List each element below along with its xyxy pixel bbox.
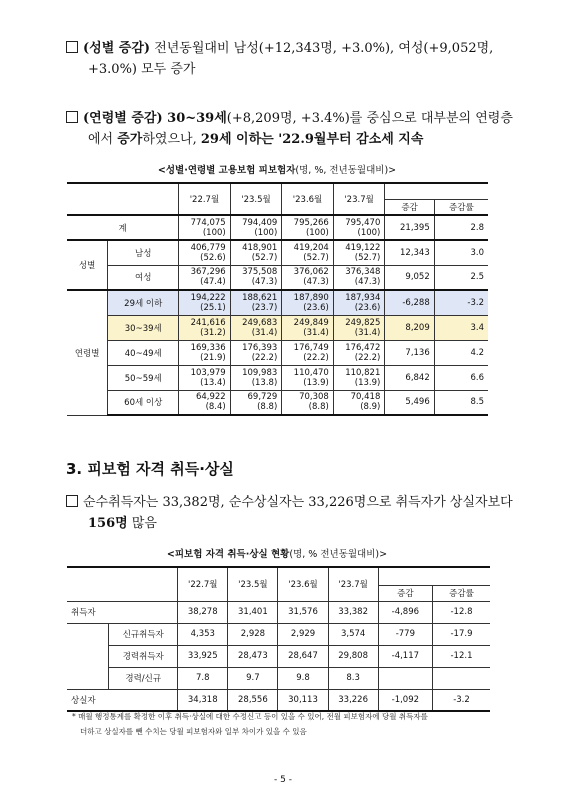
- change-cell: -4,896: [378, 601, 432, 623]
- table1-header-rate: 증감률: [434, 199, 488, 215]
- value-cell: 3,574: [328, 623, 378, 645]
- change-cell: -4,117: [378, 645, 432, 667]
- rate-cell: -12.8: [432, 601, 490, 623]
- value: 176,749: [293, 342, 329, 353]
- value-cell: [282, 240, 334, 265]
- value: 376,062: [293, 267, 329, 278]
- rate-cell: 2.5: [434, 265, 488, 290]
- change-cell: -1,092: [378, 689, 432, 711]
- age-text-1: (+8,209명, +3.4%)를 중심으로 대부분의 연령층: [226, 111, 513, 126]
- share: (22.2): [251, 352, 278, 363]
- value-cell: [179, 240, 231, 265]
- value-cell: [333, 240, 385, 265]
- change-cell: 9,052: [385, 265, 434, 290]
- value: 249,849: [293, 317, 329, 328]
- share: (47.3): [251, 277, 278, 288]
- value: 70,308: [299, 392, 329, 403]
- value-cell: 8.3: [328, 667, 378, 689]
- table-row: [67, 689, 490, 711]
- value-cell: [179, 365, 231, 390]
- change-cell: 12,343: [385, 240, 434, 265]
- share: (8.8): [257, 402, 278, 413]
- change-cell: 8,209: [385, 315, 434, 340]
- share: (52.7): [354, 252, 381, 263]
- change-cell: -779: [378, 623, 432, 645]
- row-label: 50~59세: [108, 365, 179, 390]
- row-group: 연령별: [67, 290, 108, 415]
- table-row: [67, 215, 488, 240]
- table1-corner: [67, 183, 179, 215]
- value: 794,409: [242, 217, 278, 228]
- table1-header: '23.5월: [230, 183, 282, 215]
- value-cell: 38,278: [178, 601, 228, 623]
- change-cell: 5,496: [385, 390, 434, 415]
- table1-caption-unit: (명, %, 전년동월대비)>: [295, 165, 397, 176]
- value: 64,922: [195, 392, 226, 403]
- share: (31.4): [303, 327, 329, 338]
- row-label: 경력취득자: [109, 645, 178, 667]
- share: (22.2): [303, 352, 329, 363]
- table2-header: '23.7월: [328, 567, 378, 601]
- table1-header-change: 증감: [385, 199, 434, 215]
- value-cell: [282, 340, 334, 365]
- share: (47.3): [354, 277, 381, 288]
- value: 110,470: [293, 367, 329, 378]
- value-cell: 31,576: [278, 601, 328, 623]
- insured-table: [67, 182, 488, 416]
- table-row: [67, 240, 488, 265]
- value: 103,979: [190, 367, 226, 378]
- table-row: [67, 601, 490, 623]
- value-cell: [282, 290, 334, 315]
- value-cell: 33,382: [328, 601, 378, 623]
- row-label: 30~39세: [108, 315, 179, 340]
- table2-header: '23.5월: [228, 567, 278, 601]
- acq-bold-2: 156명: [88, 516, 128, 531]
- value-cell: [230, 315, 282, 340]
- value-cell: 28,473: [228, 645, 278, 667]
- share: (52.7): [251, 252, 278, 263]
- share: (13.9): [354, 377, 381, 388]
- table1-change-blank: [385, 183, 488, 199]
- value-cell: [230, 265, 282, 290]
- value-cell: 34,318: [178, 689, 228, 711]
- checkbox-bullet-icon: [66, 495, 78, 507]
- value-cell: 2,929: [278, 623, 328, 645]
- share: (8.8): [308, 402, 329, 413]
- share: (100): [357, 227, 381, 238]
- table-row: [67, 315, 488, 340]
- age-prefix: (연령별 증감): [83, 111, 163, 126]
- table2-header-change: 증감: [378, 585, 432, 601]
- section-3-heading: 3. 피보험 자격 취득·상실: [66, 460, 234, 478]
- row-label: 40~49세: [108, 340, 179, 365]
- value-cell: [179, 215, 231, 240]
- value: 418,901: [242, 242, 278, 253]
- table1-caption-title: <성별·연령별 고용보험 피보험자: [157, 165, 296, 176]
- value: 375,508: [242, 267, 278, 278]
- row-indent: [67, 667, 109, 689]
- value-cell: [179, 290, 231, 315]
- row-label: 경력/신규: [109, 667, 178, 689]
- footnote-line-1: * 매월 행정통계를 확정한 이후 취득·상실에 대한 수정신고 등이 있을 수 있어, 전월 피보험자에 당월 취득자를: [72, 712, 428, 721]
- table1-header: '22.7월: [179, 183, 231, 215]
- value-cell: [282, 365, 334, 390]
- checkbox-bullet-icon: [66, 41, 78, 53]
- gender-paragraph: [66, 38, 516, 80]
- acquisition-table: [67, 566, 490, 712]
- table-row: [67, 340, 488, 365]
- value-cell: 4,353: [178, 623, 228, 645]
- value-cell: [230, 240, 282, 265]
- rate-cell: 3.4: [434, 315, 488, 340]
- value-cell: [282, 315, 334, 340]
- table-row: [67, 623, 490, 645]
- value-cell: [230, 390, 282, 415]
- table2-caption-title: <피보험 자격 취득·상실 현황: [166, 549, 290, 560]
- value: 795,470: [345, 217, 381, 228]
- row-indent: [67, 623, 109, 645]
- value: 187,890: [293, 292, 329, 303]
- table1-caption: [62, 162, 492, 176]
- table2-caption-unit: (명, % 전년동월대비)>: [289, 549, 388, 560]
- table2-header: '23.6월: [278, 567, 328, 601]
- value-cell: 33,925: [178, 645, 228, 667]
- value-cell: [230, 365, 282, 390]
- share: (31.4): [354, 327, 381, 338]
- value-cell: [333, 290, 385, 315]
- rate-cell: 2.8: [434, 215, 488, 240]
- value-cell: [179, 315, 231, 340]
- value-cell: [333, 265, 385, 290]
- value-cell: 28,647: [278, 645, 328, 667]
- value: 795,266: [293, 217, 329, 228]
- row-indent: [67, 645, 109, 667]
- footnote: [72, 709, 512, 739]
- change-cell: [378, 667, 432, 689]
- share: (22.2): [354, 352, 381, 363]
- rate-cell: -3.2: [434, 290, 488, 315]
- value-cell: [179, 340, 231, 365]
- row-label: 60세 이상: [108, 390, 179, 415]
- value-cell: 9.8: [278, 667, 328, 689]
- rate-cell: -3.2: [432, 689, 490, 711]
- rate-cell: 8.5: [434, 390, 488, 415]
- table-row: [67, 365, 488, 390]
- value: 69,729: [247, 392, 278, 403]
- value-cell: 31,401: [228, 601, 278, 623]
- value: 249,683: [242, 317, 278, 328]
- table1-header: '23.6월: [282, 183, 334, 215]
- change-cell: 6,842: [385, 365, 434, 390]
- value-cell: [333, 390, 385, 415]
- table2-change-blank: [378, 567, 490, 585]
- row-group: 성별: [67, 240, 108, 290]
- value-cell: [230, 290, 282, 315]
- table-row: [67, 667, 490, 689]
- table-row: [67, 290, 488, 315]
- value: 176,393: [242, 342, 278, 353]
- value: 109,983: [242, 367, 278, 378]
- share: (100): [305, 227, 329, 238]
- age-bold-2: 증가: [117, 132, 143, 147]
- row-label: 여성: [108, 265, 179, 290]
- gender-prefix: (성별 증감): [83, 41, 151, 56]
- table2-caption: [62, 546, 492, 560]
- gender-text-1: 전년동월대비 남성(+12,343명, +3.0%), 여성(+9,052명,: [150, 41, 494, 56]
- value-cell: 7.8: [178, 667, 228, 689]
- value: 188,621: [242, 292, 278, 303]
- value-cell: [282, 390, 334, 415]
- value: 419,204: [293, 242, 329, 253]
- checkbox-bullet-icon: [66, 111, 78, 123]
- acq-text-2: 많음: [127, 516, 157, 531]
- row-label: 상실자: [67, 689, 178, 711]
- value-cell: [230, 215, 282, 240]
- share: (13.9): [303, 377, 329, 388]
- share: (31.2): [200, 327, 226, 338]
- value-cell: [282, 265, 334, 290]
- value: 176,472: [345, 342, 381, 353]
- table-row: [67, 265, 488, 290]
- row-label: 계: [67, 215, 179, 240]
- rate-cell: -12.1: [432, 645, 490, 667]
- table-row: [67, 645, 490, 667]
- table2-header: '22.7월: [178, 567, 228, 601]
- value: 774,075: [190, 217, 226, 228]
- age-text-2a: 에서: [88, 132, 118, 147]
- footnote-line-2: 더하고 상실자를 뺀 수치는 당월 피보험자와 일부 차이가 있을 수 있음: [80, 727, 307, 736]
- table1-header: '23.7월: [333, 183, 385, 215]
- table-row: [67, 390, 488, 415]
- value: 194,222: [190, 292, 226, 303]
- value-cell: [333, 340, 385, 365]
- age-bold-3: 29세 이하는 '22.9월부터 감소세 지속: [200, 132, 424, 147]
- share: (31.4): [251, 327, 278, 338]
- rate-cell: 6.6: [434, 365, 488, 390]
- value-cell: [333, 315, 385, 340]
- share: (8.4): [205, 402, 226, 413]
- age-bold-1: 30~39세: [162, 111, 227, 126]
- value: 241,616: [190, 317, 226, 328]
- value: 406,779: [190, 242, 226, 253]
- value-cell: 9.7: [228, 667, 278, 689]
- share: (47.4): [200, 277, 226, 288]
- value-cell: 33,226: [328, 689, 378, 711]
- table2-header-rate: 증감률: [432, 585, 490, 601]
- row-label: 남성: [108, 240, 179, 265]
- value-cell: 28,556: [228, 689, 278, 711]
- rate-cell: -17.9: [432, 623, 490, 645]
- row-label: 신규취득자: [109, 623, 178, 645]
- share: (21.9): [200, 352, 226, 363]
- share: (23.6): [354, 302, 381, 313]
- share: (8.9): [360, 402, 381, 413]
- share: (13.4): [200, 377, 226, 388]
- gender-text-2: +3.0%) 모두 증가: [88, 62, 196, 77]
- value-cell: [230, 340, 282, 365]
- share: (23.7): [251, 302, 278, 313]
- age-paragraph: [66, 108, 516, 150]
- value: 249,825: [345, 317, 381, 328]
- value: 376,348: [345, 267, 381, 278]
- table2-corner: [67, 567, 178, 601]
- value-cell: 2,928: [228, 623, 278, 645]
- page-number: - 5 -: [274, 775, 292, 785]
- share: (52.7): [303, 252, 329, 263]
- age-text-2b: 하였으나,: [142, 132, 201, 147]
- value-cell: [282, 215, 334, 240]
- change-cell: -6,288: [385, 290, 434, 315]
- rate-cell: 3.0: [434, 240, 488, 265]
- acq-text-1: 순수취득자는 33,382명, 순수상실자는 33,226명으로 취득자가 상실자보다: [83, 495, 513, 510]
- share: (47.3): [303, 277, 329, 288]
- value-cell: [179, 265, 231, 290]
- share: (100): [202, 227, 226, 238]
- value-cell: 29,808: [328, 645, 378, 667]
- rate-cell: [432, 667, 490, 689]
- row-label: 취득자: [67, 601, 178, 623]
- share: (52.6): [200, 252, 226, 263]
- acquisition-paragraph: [66, 492, 516, 534]
- value-cell: [179, 390, 231, 415]
- value-cell: 30,113: [278, 689, 328, 711]
- share: (23.6): [303, 302, 329, 313]
- share: (13.8): [251, 377, 278, 388]
- change-cell: 7,136: [385, 340, 434, 365]
- change-cell: 21,395: [385, 215, 434, 240]
- value: 419,122: [345, 242, 381, 253]
- value: 169,336: [190, 342, 226, 353]
- value: 367,296: [190, 267, 226, 278]
- value: 70,418: [350, 392, 381, 403]
- row-label: 29세 이하: [108, 290, 179, 315]
- rate-cell: 4.2: [434, 340, 488, 365]
- value-cell: [333, 365, 385, 390]
- value: 187,934: [345, 292, 381, 303]
- share: (100): [254, 227, 278, 238]
- value: 110,821: [345, 367, 381, 378]
- share: (25.1): [200, 302, 226, 313]
- value-cell: [333, 215, 385, 240]
